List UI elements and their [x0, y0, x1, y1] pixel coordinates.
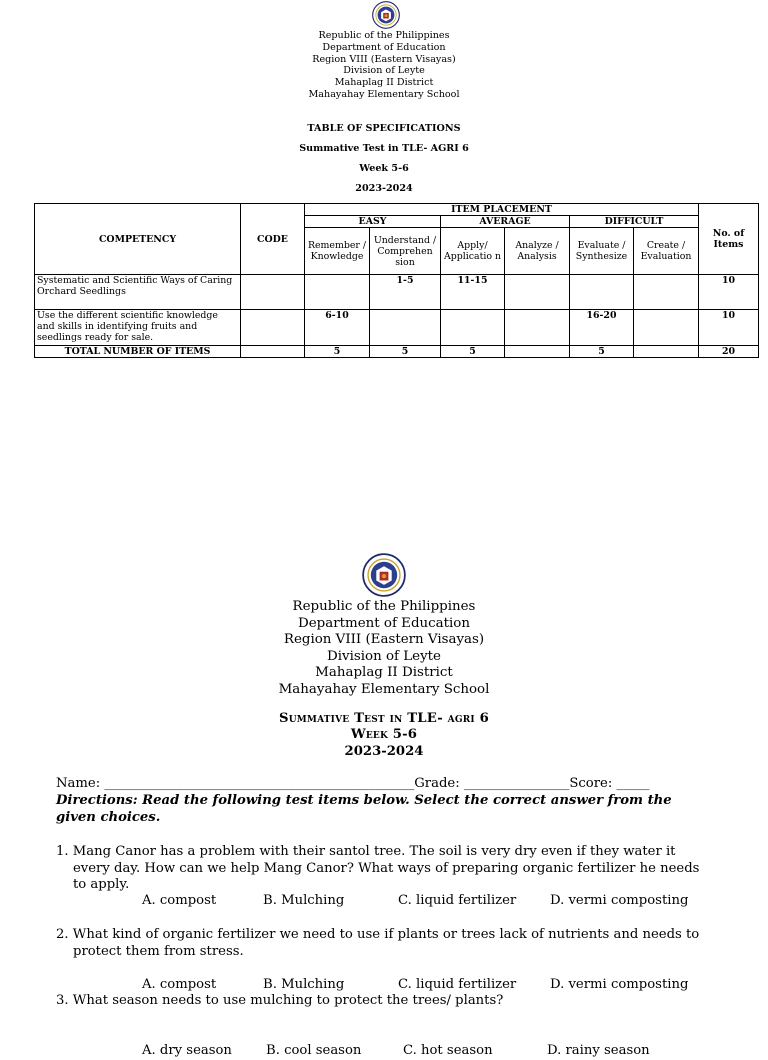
header-line: Mahayahay Elementary School	[278, 681, 490, 697]
choice-c[interactable]: C. liquid fertilizer	[398, 893, 517, 908]
choice-a[interactable]: A. compost	[142, 893, 217, 908]
placement-cell	[370, 310, 441, 346]
total-cell	[634, 346, 699, 358]
test-header	[0, 599, 768, 699]
tos-title: TABLE OF SPECIFICATIONS	[307, 123, 461, 134]
grade-field[interactable]: ________________	[463, 776, 570, 791]
placement-cell	[634, 275, 699, 310]
placement-cell	[305, 275, 370, 310]
question-text	[56, 844, 708, 894]
choice-c[interactable]: C. liquid fertilizer	[398, 977, 517, 992]
answer-choices	[0, 893, 700, 910]
item-placement-header: ITEM PLACEMENT	[305, 204, 699, 216]
level-header: Analyze / Analysis	[505, 228, 570, 275]
question-body: Mang Canor has a problem with their santol tree. The soil is very dry even if they water it every day. How can we help Mang Canor? What ways of preparing organic fertilizer he needs to apply.	[72, 844, 700, 893]
placement-cell: 11-15	[441, 275, 505, 310]
test-title: Summative Test in TLE- agri 6	[279, 711, 489, 726]
tos-week: Week 5-6	[359, 163, 409, 174]
question-number: 3.	[56, 993, 69, 1008]
header-line: Mahaplag II District	[315, 665, 453, 681]
tos-subtitle: Summative Test in TLE- AGRI 6	[299, 143, 469, 154]
header-line: Division of Leyte	[343, 65, 425, 77]
placement-cell: 16-20	[570, 310, 634, 346]
deped-seal-logo	[362, 553, 406, 597]
question-text	[56, 993, 736, 1010]
code-header: CODE	[241, 204, 305, 275]
placement-cell	[441, 310, 505, 346]
answer-choices	[0, 977, 700, 994]
group-header-difficult: DIFFICULT	[570, 216, 699, 228]
competency-cell: Systematic and Scientific Ways of Caring Orchard Seedlings	[35, 275, 241, 310]
score-label: Score:	[569, 776, 613, 791]
items-cell: 10	[699, 310, 759, 346]
total-row	[35, 346, 759, 358]
choice-b[interactable]: B. Mulching	[263, 977, 345, 992]
header-line: Mahaplag II District	[334, 77, 434, 89]
choice-a[interactable]: A. dry season	[142, 1043, 232, 1058]
question-text	[56, 927, 708, 960]
placement-cell: 1-5	[370, 275, 441, 310]
tos-year: 2023-2024	[355, 183, 413, 194]
level-header: Evaluate / Synthesize	[570, 228, 634, 275]
header-line: Region VIII (Eastern Visayas)	[283, 632, 485, 648]
question-item	[56, 844, 708, 894]
question-body: What kind of organic fertilizer we need to use if plants or trees lack of nutrients and needs to protect them from stress.	[72, 927, 700, 959]
header-line: Mahayahay Elementary School	[308, 88, 460, 100]
header-line: Republic of the Philippines	[318, 30, 450, 41]
group-header-easy: EASY	[305, 216, 441, 228]
test-week: Week 5-6	[350, 727, 418, 742]
test-year: 2023-2024	[344, 744, 424, 759]
competency-cell: Use the different scientific knowledge and skills in identifying fruits and seedlings ready for sale.	[35, 310, 241, 346]
question-body: What season needs to use mulching to protect the trees/ plants?	[72, 993, 504, 1008]
items-header: No. of Items	[699, 204, 759, 275]
table-row	[35, 275, 759, 310]
name-field[interactable]: _______________________________________________	[104, 776, 415, 791]
total-cell: 5	[441, 346, 505, 358]
header-line: Division of Leyte	[327, 648, 441, 664]
total-items-cell: 20	[699, 346, 759, 358]
total-label: TOTAL NUMBER OF ITEMS	[35, 346, 241, 358]
table-of-specifications	[34, 203, 759, 358]
competency-header: COMPETENCY	[35, 204, 241, 275]
choice-b[interactable]: B. Mulching	[263, 893, 345, 908]
header-line: Department of Education	[322, 41, 446, 53]
question-item	[56, 927, 708, 960]
placement-cell	[570, 275, 634, 310]
tos-header	[0, 30, 768, 101]
score-field[interactable]: _____	[616, 776, 650, 791]
code-cell	[241, 310, 305, 346]
placement-cell	[505, 310, 570, 346]
code-cell	[241, 275, 305, 310]
header-line: Department of Education	[298, 615, 470, 631]
student-info-fields	[56, 776, 756, 793]
name-label: Name:	[56, 776, 101, 791]
level-header: Remember / Knowledge	[305, 228, 370, 275]
placement-cell	[634, 310, 699, 346]
question-number: 2.	[56, 927, 69, 942]
code-cell	[241, 346, 305, 358]
placement-cell: 6-10	[305, 310, 370, 346]
total-cell: 5	[570, 346, 634, 358]
header-line: Region VIII (Eastern Visayas)	[312, 53, 456, 65]
choice-b[interactable]: B. cool season	[266, 1043, 362, 1058]
table-row	[35, 310, 759, 346]
choice-d[interactable]: D. vermi composting	[550, 893, 689, 908]
level-header: Apply/ Applicatio n	[441, 228, 505, 275]
deped-seal-logo	[372, 1, 400, 29]
items-cell: 10	[699, 275, 759, 310]
header-line: Republic of the Philippines	[292, 599, 476, 614]
grade-label: Grade:	[414, 776, 460, 791]
directions: Directions: Read the following test items below. Select the correct answer from the given choices.	[56, 793, 672, 825]
level-header: Understand / Comprehen sion	[370, 228, 441, 275]
total-cell: 5	[370, 346, 441, 358]
level-header: Create / Evaluation	[634, 228, 699, 275]
group-header-average: AVERAGE	[441, 216, 570, 228]
choice-d[interactable]: D. rainy season	[547, 1043, 650, 1058]
total-cell	[505, 346, 570, 358]
question-item	[56, 993, 736, 1010]
total-cell: 5	[305, 346, 370, 358]
answer-choices	[0, 1043, 700, 1060]
placement-cell	[505, 275, 570, 310]
choice-c[interactable]: C. hot season	[403, 1043, 493, 1058]
choice-a[interactable]: A. compost	[142, 977, 217, 992]
question-number: 1.	[56, 844, 69, 859]
choice-d[interactable]: D. vermi composting	[550, 977, 689, 992]
